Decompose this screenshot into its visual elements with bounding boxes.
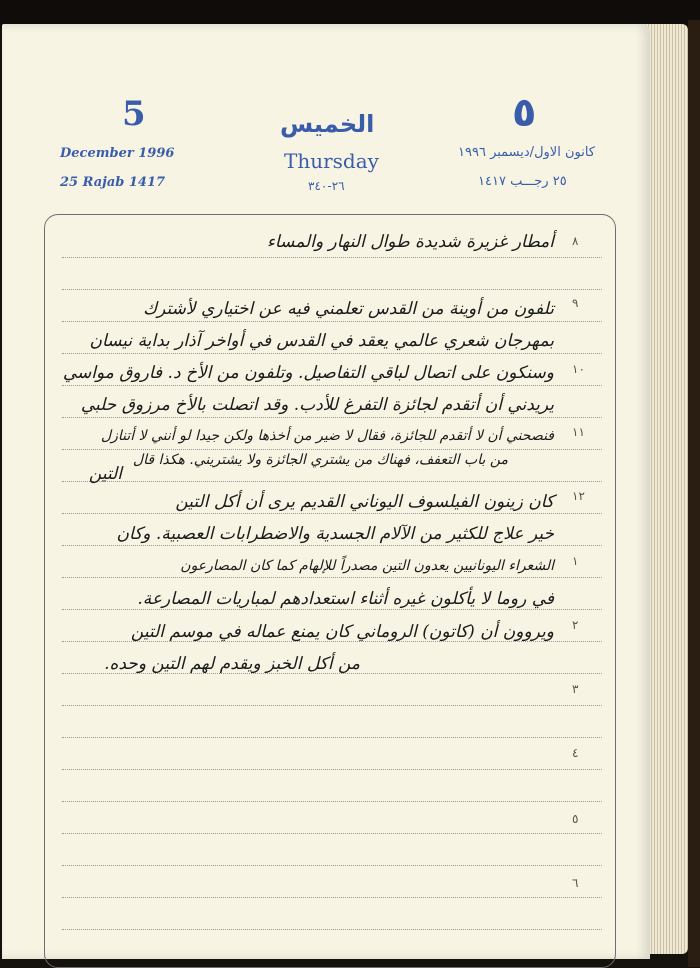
handwritten-line: الشعراء اليونانيين يعدون التين مصدراً للإلهام كما كان المصارعون — [180, 558, 554, 574]
handwritten-line: من باب التعفف، فهناك من يشتري الجائزة ولا يشتريني. هكذا قال — [132, 452, 508, 468]
ruled-line — [62, 833, 602, 834]
weekday-english: Thursday — [284, 149, 379, 173]
ruled-line — [62, 577, 602, 578]
handwritten-line: التين — [88, 464, 122, 484]
handwritten-line: وسنكون على اتصال لباقي التفاصيل. وتلفون من الأخ د. فاروق مواسي — [62, 363, 554, 383]
hour-label: ٩ — [572, 296, 579, 310]
hour-label: ١١ — [572, 425, 585, 439]
handwritten-line: في روما لا يأكلون غيره أثناء استعدادهم لمباريات المصارعة. — [137, 589, 554, 609]
gregorian-date-english: December 1996 — [60, 146, 175, 161]
ruled-line — [62, 929, 602, 930]
hour-label: ٥ — [572, 812, 579, 826]
hour-label: ٢ — [572, 618, 579, 632]
ruled-line — [62, 417, 602, 418]
ruled-line — [62, 801, 602, 802]
hijri-date-english: 25 Rajab 1417 — [60, 175, 166, 190]
ruled-line — [62, 705, 602, 706]
handwritten-line: ويروون أن (كاتون) الروماني كان يمنع عماله في موسم التين — [130, 622, 554, 642]
hijri-date-arabic: ٢٥ رجـــب ١٤١٧ — [478, 174, 567, 189]
hour-label: ١ — [572, 554, 579, 568]
ruled-line — [62, 513, 602, 514]
ruled-line — [62, 449, 602, 450]
handwritten-line: فنصحني أن لا أتقدم للجائزة، فقال لا ضير من أخذها ولكن جيدا لو أنني لا أتنازل — [100, 428, 554, 444]
hour-label: ٦ — [572, 876, 579, 890]
handwritten-line: بمهرجان شعري عالمي يعقد في القدس في أواخر آذار بداية نيسان — [89, 331, 554, 351]
hour-label: ٣ — [572, 682, 579, 696]
ruled-line — [62, 257, 602, 258]
weekday-arabic: الخميس — [280, 110, 375, 138]
ruled-line — [62, 609, 602, 610]
diary-cover-edge — [688, 20, 700, 967]
ruled-line — [62, 865, 602, 866]
day-number-western: 5 — [122, 94, 146, 134]
ruled-line — [62, 321, 602, 322]
hour-label: ٨ — [572, 234, 579, 248]
ruled-line — [62, 897, 602, 898]
hour-label: ١٠ — [572, 362, 585, 376]
ruled-line — [62, 737, 602, 738]
handwritten-line: تلفون من أوينة من القدس تعلمني فيه عن اختياري لأشترك — [143, 299, 554, 319]
ruled-line — [62, 545, 602, 546]
ruled-line — [62, 353, 602, 354]
diary-page — [2, 24, 650, 959]
handwritten-line: من أكل الخبز ويقدم لهم التين وحده. — [104, 654, 360, 674]
day-number-arabic: ٥ — [512, 90, 537, 136]
ruled-line — [62, 769, 602, 770]
handwritten-line: يريدني أن أتقدم لجائزة التفرغ للأدب. وقد اتصلت بالأخ مرزوق حلبي — [80, 395, 554, 415]
handwritten-line: كان زينون الفيلسوف اليوناني القديم يرى أن أكل التين — [175, 492, 554, 512]
hour-label: ١٢ — [572, 489, 585, 503]
ruled-line — [62, 481, 602, 482]
handwritten-line: أمطار غزيرة شديدة طوال النهار والمساء — [266, 232, 554, 252]
handwritten-line: خير علاج للكثير من الآلام الجسدية والاضطرابات العصبية. وكان — [116, 524, 554, 544]
ruled-line — [62, 289, 602, 290]
hour-label: ٤ — [572, 746, 579, 760]
ruled-line — [62, 385, 602, 386]
day-count: ٢٦-٣٤٠ — [308, 179, 345, 193]
gregorian-date-arabic: كانون الاول/ديسمبر ١٩٩٦ — [458, 145, 595, 160]
